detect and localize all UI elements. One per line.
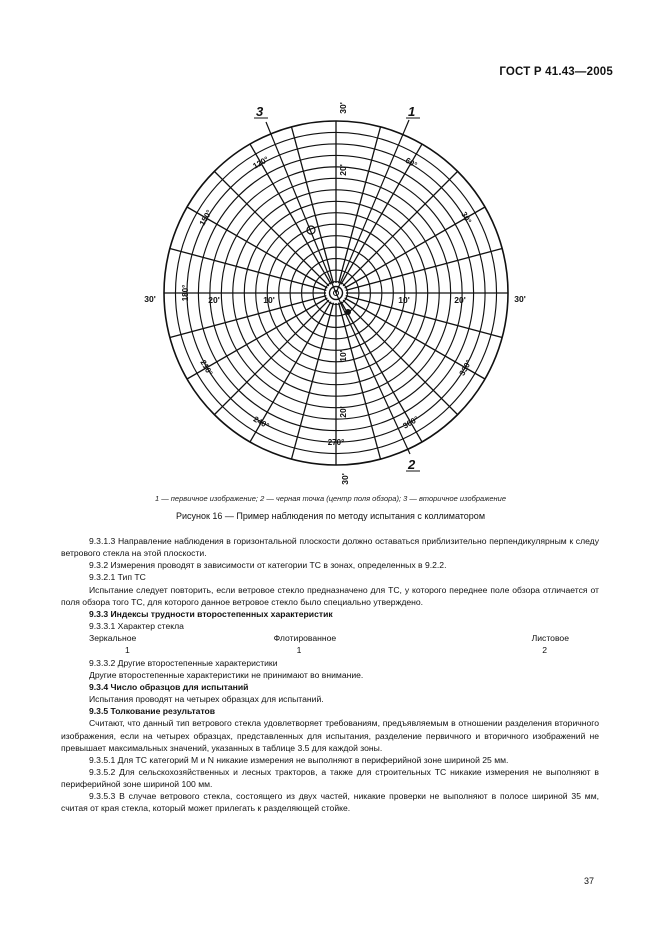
heading-9-3-5: 9.3.5 Толкование результатов xyxy=(89,706,216,717)
heading-9-3-4: 9.3.4 Число образцов для испытаний xyxy=(89,681,249,692)
scale-label-left-20: 20' xyxy=(208,295,220,305)
callout-3-label: 3 xyxy=(256,104,264,119)
paragraph-interpretation: Считают, что данный тип ветрового стекла удовлетворяет требованиям, предъявляемым в отношении разделения вторичного изображения, если на четырех образцах, представленных для испытания, разделение первичного и вторичного изображений не превышает максимальных значений, указанных в таблице 3.5 для каждой зоны. xyxy=(61,718,599,753)
glass-index: 1 xyxy=(125,645,130,656)
spoke xyxy=(291,127,333,283)
page-number: 37 xyxy=(583,876,594,886)
angle-label: 270° xyxy=(327,438,345,448)
paragraph-samples: Испытания проводят на четырех образцах для испытаний. xyxy=(89,694,324,705)
spoke xyxy=(170,296,326,338)
paragraph-9-3-5-2: 9.3.5.2 Для сельскохозяйственных и лесных тракторов, а также для строительных ТС никакие измерения не выполняют в периферийной зоне шириной 100 мм. xyxy=(61,766,599,790)
spoke xyxy=(346,296,502,338)
heading-9-3-3: 9.3.3 Индексы трудности второстепенных характеристик xyxy=(89,608,333,619)
angle-label: 330° xyxy=(457,358,474,378)
spoke xyxy=(291,303,333,459)
scale-label-down-10: 10' xyxy=(338,350,348,362)
paragraph-9-3-3-2: 9.3.3.2 Другие второстепенные характеристики xyxy=(89,657,278,668)
paragraph-9-3-5-3: 9.3.5.3 В случае ветрового стекла, состоящего из двух частей, никакие проверки не выполняют в полосе шириной 35 мм, считая от края стекла, который может прилегать к разделяющей стойке. xyxy=(61,791,599,814)
callout-1-leader xyxy=(336,120,409,293)
angle-label: 210° xyxy=(198,358,215,378)
paragraph-9-3-2-1: 9.3.2.1 Тип ТС xyxy=(89,572,146,583)
figure-legend: 1 — первичное изображение; 2 — черная точка (центр поля обзора); 3 — вторичное изображение xyxy=(154,494,507,503)
angle-label: 150° xyxy=(197,208,214,228)
paragraph-9-3-1-3: 9.3.1.3 Направление наблюдения в горизонтальной плоскости должно оставаться приблизительно перпендикулярным к следу ветрового стекла на этой плоскости. xyxy=(61,536,599,559)
glass-type: Зеркальное xyxy=(89,633,137,644)
scale-label-bottom: 30' xyxy=(340,473,350,485)
document-body xyxy=(61,535,599,815)
angle-label: 60° xyxy=(403,155,419,170)
spoke xyxy=(339,303,381,459)
scale-label-right-outer: 30' xyxy=(514,294,526,304)
glass-index: 1 xyxy=(296,645,302,656)
glass-index-row xyxy=(61,644,599,656)
collimator-polar-diagram xyxy=(130,98,540,488)
angle-label: 30° xyxy=(459,210,474,226)
paragraph-9-3-2: 9.3.2 Измерения проводят в зависимости от категории ТС в зонах, определенных в 9.2.2. xyxy=(89,560,447,571)
glass-type: Листовое xyxy=(531,633,569,644)
scale-label-left-10: 10' xyxy=(263,295,275,305)
spoke xyxy=(170,248,326,290)
scale-label-top: 30' xyxy=(338,102,348,114)
glass-type: Флотированное xyxy=(273,633,337,644)
paragraph-other-features: Другие второстепенные характеристики не принимают во внимание. xyxy=(89,669,364,680)
paragraph-9-3-5-1: 9.3.5.1 Для ТС категорий M и N никакие измерения не выполняют в периферийной зоне шириной 25 мм. xyxy=(89,754,509,765)
callout-2-label: 2 xyxy=(408,457,416,472)
angle-label: 300° xyxy=(401,414,421,431)
paragraph-retest: Испытание следует повторить, если ветровое стекло предназначено для ТС, у которого переднее поле обзора отличается от поля обзора того ТС, для которого данное ветровое стекло было специально утверждено. xyxy=(61,584,599,607)
scale-label-up-20: 20' xyxy=(338,164,348,176)
figure-caption: Рисунок 16 — Пример наблюдения по методу испытания с коллиматором xyxy=(175,511,486,521)
angle-label: 120° xyxy=(251,154,271,171)
callout-1-label: 1 xyxy=(408,104,416,119)
angle-label: 240° xyxy=(251,414,271,431)
spoke xyxy=(339,127,381,283)
scale-label-left-outer: 30' xyxy=(144,294,156,304)
scale-label-right-20: 20' xyxy=(454,295,466,305)
spoke xyxy=(346,248,502,290)
scale-label-down-20: 20' xyxy=(338,406,348,418)
paragraph-9-3-3-1: 9.3.3.1 Характер стекла xyxy=(89,621,184,632)
scale-label-right-10: 10' xyxy=(398,295,410,305)
glass-type-row xyxy=(61,632,599,644)
document-header: ГОСТ Р 41.43—2005 xyxy=(499,66,613,78)
angle-label: 180° xyxy=(181,284,191,302)
glass-index: 2 xyxy=(542,645,547,656)
